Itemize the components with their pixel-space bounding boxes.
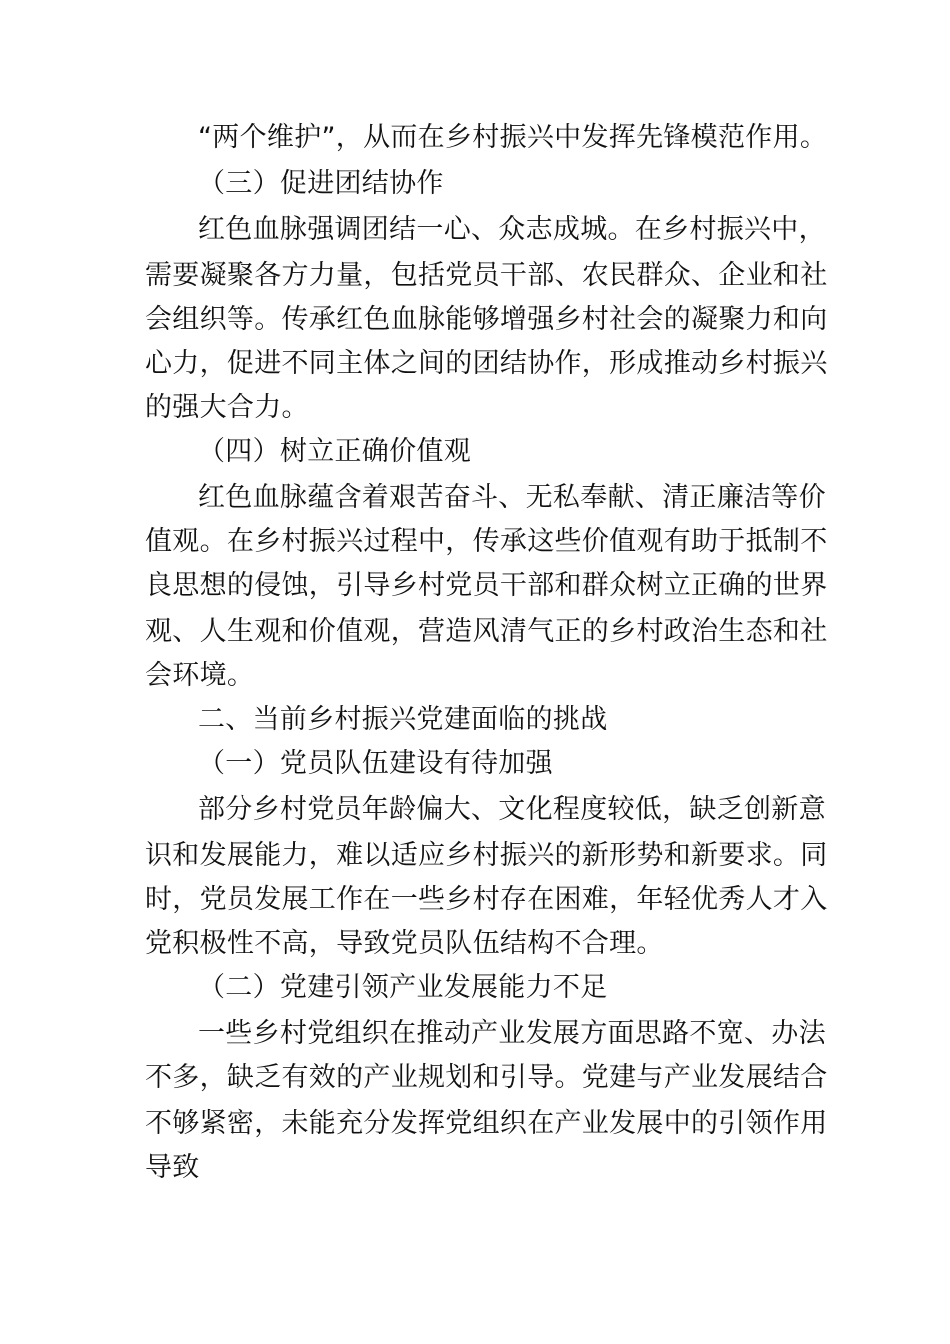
paragraph-line: 识和发展能力，难以适应乡村振兴的新形势和新要求。同 — [145, 840, 828, 871]
section-heading: （二）党建引领产业发展能力不足 — [198, 972, 608, 1003]
paragraph-line: 良思想的侵蚀，引导乡村党员干部和群众树立正确的世界 — [145, 570, 828, 601]
paragraph-line: 需要凝聚各方力量，包括党员干部、农民群众、企业和社 — [145, 260, 828, 291]
paragraph-line: 值观。在乡村振兴过程中，传承这些价值观有助于抵制不 — [145, 526, 828, 557]
paragraph-line: 红色血脉强调团结一心、众志成城。在乡村振兴中， — [198, 214, 826, 245]
paragraph-line: 心力，促进不同主体之间的团结协作，形成推动乡村振兴 — [145, 348, 828, 379]
paragraph-line: 部分乡村党员年龄偏大、文化程度较低，缺乏创新意 — [198, 794, 826, 825]
paragraph-line: “两个维护”，从而在乡村振兴中发挥先锋模范作用。 — [198, 122, 828, 153]
section-heading: （三）促进团结协作 — [198, 168, 444, 199]
section-heading: （四）树立正确价值观 — [198, 436, 471, 467]
paragraph-line: 党积极性不高，导致党员队伍结构不合理。 — [145, 928, 664, 959]
paragraph-line: 不多，缺乏有效的产业规划和引导。党建与产业发展结合 — [145, 1062, 828, 1093]
paragraph-line: 会组织等。传承红色血脉能够增强乡村社会的凝聚力和向 — [145, 304, 828, 335]
paragraph-line: 会环境。 — [145, 660, 255, 691]
paragraph-line: 红色血脉蕴含着艰苦奋斗、无私奉献、清正廉洁等价 — [198, 482, 826, 513]
paragraph-line: 时，党员发展工作在一些乡村存在困难，年轻优秀人才入 — [145, 884, 828, 915]
paragraph-line: 导致 — [145, 1152, 200, 1183]
section-heading: （一）党员队伍建设有待加强 — [198, 748, 553, 779]
paragraph-line: 的强大合力。 — [145, 392, 309, 423]
paragraph-line: 不够紧密，未能充分发挥党组织在产业发展中的引领作用 — [145, 1108, 828, 1139]
paragraph-line: 一些乡村党组织在推动产业发展方面思路不宽、办法 — [198, 1018, 826, 1049]
chapter-heading: 二、当前乡村振兴党建面临的挑战 — [198, 704, 608, 735]
paragraph-line: 观、人生观和价值观，营造风清气正的乡村政治生态和社 — [145, 616, 828, 647]
